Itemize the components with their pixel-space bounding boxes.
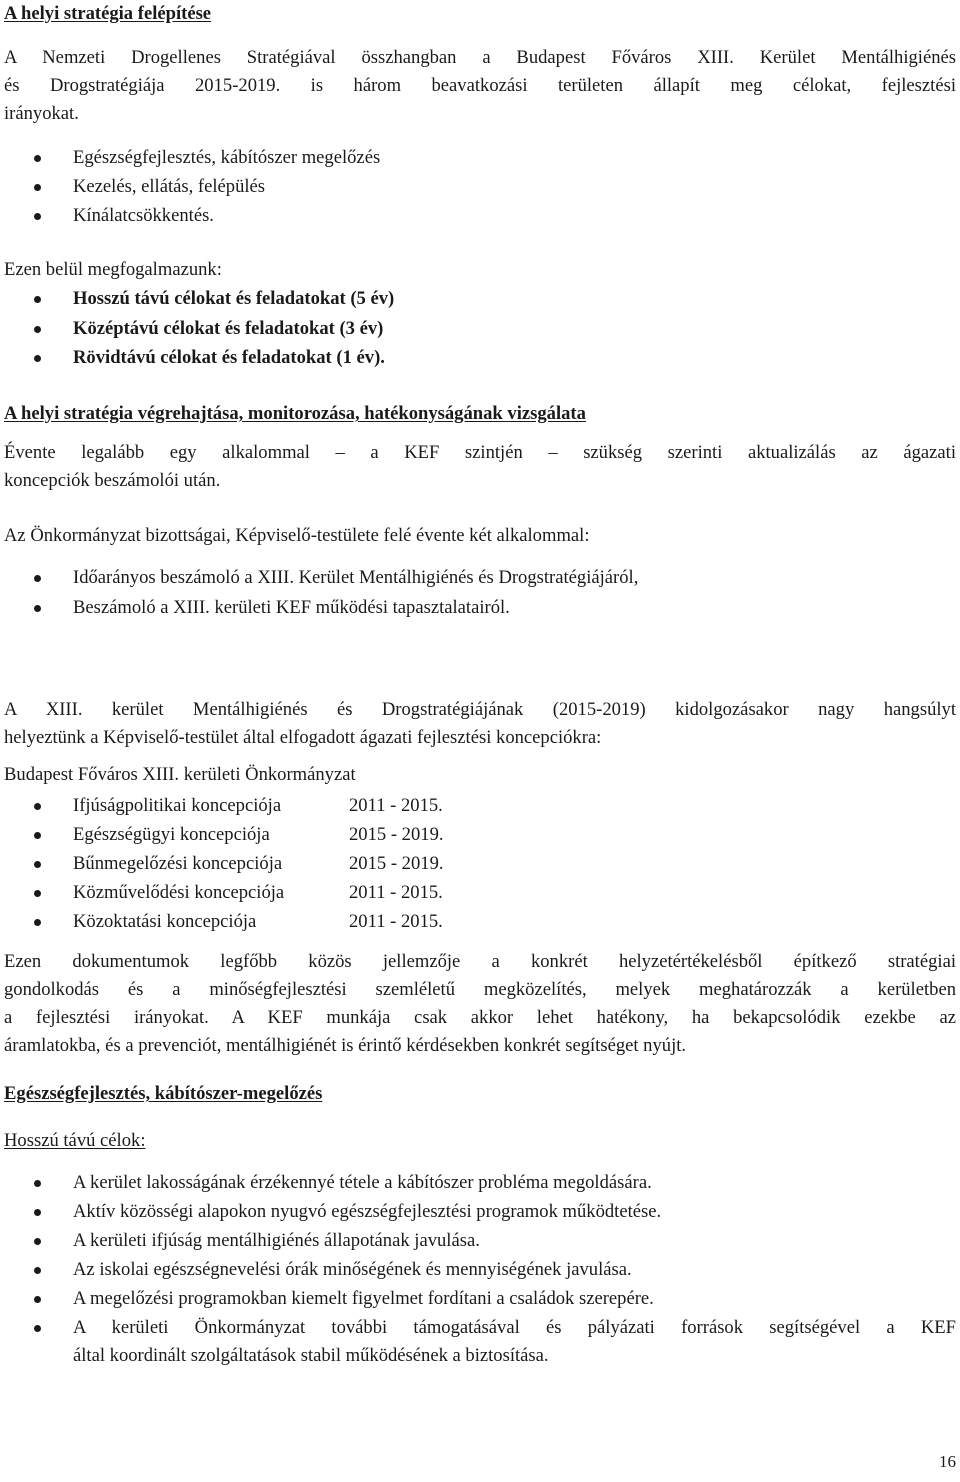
paragraph-line: Budapest Főváros XIII. kerületi Önkormányzat — [4, 764, 356, 785]
paragraph-line: irányokat. — [4, 103, 79, 124]
list-item: Kínálatcsökkentés. — [73, 205, 214, 226]
paragraph-line: A Nemzeti Drogellenes Stratégiával összhangban a Budapest Főváros XIII. Kerület Mentálhigiénés — [4, 47, 956, 68]
paragraph-line: és Drogstratégiája 2015-2019. is három beavatkozási területen állapít meg célokat, fejlesztési — [4, 75, 956, 96]
list-item: Kezelés, ellátás, felépülés — [73, 176, 266, 197]
list-item: Hosszú távú célokat és feladatokat (5 év) — [73, 288, 395, 309]
concept-name: Közművelődési koncepciója — [73, 882, 285, 903]
paragraph-line: A XIII. kerület Mentálhigiénés és Drogstratégiájának (2015-2019) kidolgozásakor nagy hangsúlyt — [4, 699, 956, 720]
list-item: Időarányos beszámoló a XIII. Kerület Mentálhigiénés és Drogstratégiájáról, — [73, 567, 639, 588]
list-item: A kerületi ifjúság mentálhigiénés állapotának javulása. — [73, 1230, 480, 1251]
bullet-icon — [34, 605, 41, 612]
section-heading-structure: A helyi stratégia felépítése — [4, 3, 212, 24]
list-item: Beszámoló a XIII. kerületi KEF működési tapasztalatairól. — [73, 597, 510, 618]
bullet-icon — [34, 326, 41, 333]
list-item: A kerület lakosságának érzékennyé tétele a kábítószer probléma megoldására. — [73, 1172, 652, 1193]
subheading-long-term-goals: Hosszú távú célok: — [4, 1130, 146, 1151]
list-item — [73, 852, 444, 876]
list-item — [73, 794, 443, 818]
bullet-icon — [34, 919, 41, 926]
list-item — [73, 823, 444, 847]
bullet-icon — [34, 1209, 41, 1216]
bullet-icon — [34, 1267, 41, 1274]
concept-period: 2015 - 2019. — [349, 824, 444, 845]
paragraph-line: a fejlesztési irányokat. A KEF munkája csak akkor lehet hatékony, ha bekapcsolódik ezekbe az — [4, 1007, 956, 1028]
bullet-icon — [34, 213, 41, 220]
section-heading-prevention: Egészségfejlesztés, kábítószer-megelőzés — [4, 1083, 323, 1104]
list-item — [73, 881, 443, 905]
concept-period: 2015 - 2019. — [349, 853, 444, 874]
paragraph-line: áramlatokba, és a prevenciót, mentálhigiénét is érintő kérdésekben konkrét segítséget nyújt. — [4, 1035, 687, 1056]
concept-name: Bűnmegelőzési koncepciója — [73, 853, 283, 874]
bullet-icon — [34, 890, 41, 897]
bullet-icon — [34, 1180, 41, 1187]
paragraph-line: Ezen dokumentumok legfőbb közös jellemzője a konkrét helyzetértékelésből építkező stratégiai — [4, 951, 956, 972]
concept-period: 2011 - 2015. — [349, 911, 443, 932]
paragraph-line: Évente legalább egy alkalommal – a KEF szintjén – szükség szerinti aktualizálás az ágazati — [4, 442, 956, 463]
concept-name: Ifjúságpolitikai koncepciója — [73, 795, 282, 816]
bullet-icon — [34, 832, 41, 839]
concept-period: 2011 - 2015. — [349, 795, 443, 816]
bullet-icon — [34, 575, 41, 582]
section-heading-implementation: A helyi stratégia végrehajtása, monitorozása, hatékonyságának vizsgálata — [4, 403, 586, 424]
bullet-icon — [34, 1238, 41, 1245]
bullet-icon — [34, 296, 41, 303]
list-item: Rövidtávú célokat és feladatokat (1 év). — [73, 347, 385, 368]
list-item: Középtávú célokat és feladatokat (3 év) — [73, 318, 384, 339]
list-item: Aktív közösségi alapokon nyugvó egészségfejlesztési programok működtetése. — [73, 1201, 662, 1222]
paragraph-line: gondolkodás és a minőségfejlesztési szemléletű megközelítés, melyek meghatározzák a kerületben — [4, 979, 956, 1000]
bullet-icon — [34, 1325, 41, 1332]
concept-name: Közoktatási koncepciója — [73, 911, 257, 932]
paragraph-line: Ezen belül megfogalmazunk: — [4, 259, 222, 280]
bullet-icon — [34, 861, 41, 868]
list-item-continuation: által koordinált szolgáltatások stabil működésének a biztosítása. — [73, 1345, 549, 1366]
list-item: A kerületi Önkormányzat további támogatásával és pályázati források segítségével a KEF — [73, 1317, 956, 1338]
paragraph-line: helyeztünk a Képviselő-testület által elfogadott ágazati fejlesztési koncepciókra: — [4, 727, 602, 748]
list-item: Az iskolai egészségnevelési órák minőségének és mennyiségének javulása. — [73, 1259, 632, 1280]
bullet-icon — [34, 1296, 41, 1303]
page-number: 16 — [939, 1452, 956, 1471]
bullet-icon — [34, 155, 41, 162]
paragraph-line: koncepciók beszámolói után. — [4, 470, 221, 491]
bullet-icon — [34, 803, 41, 810]
bullet-icon — [34, 184, 41, 191]
bullet-icon — [34, 355, 41, 362]
list-item — [73, 910, 443, 934]
list-item: Egészségfejlesztés, kábítószer megelőzés — [73, 147, 381, 168]
paragraph-line: Az Önkormányzat bizottságai, Képviselő-testülete felé évente két alkalommal: — [4, 525, 590, 546]
concept-period: 2011 - 2015. — [349, 882, 443, 903]
list-item: A megelőzési programokban kiemelt figyelmet fordítani a családok szerepére. — [73, 1288, 654, 1309]
concept-name: Egészségügyi koncepciója — [73, 824, 270, 845]
